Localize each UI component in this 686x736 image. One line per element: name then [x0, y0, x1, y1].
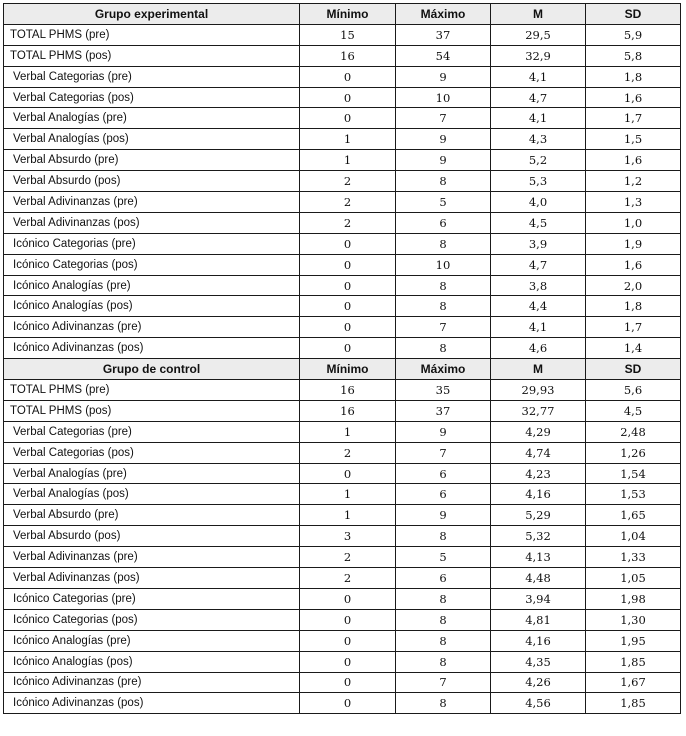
cell-sd: 2,0 — [586, 275, 681, 296]
cell-sd: 1,85 — [586, 651, 681, 672]
measure-label: Verbal Adivinanzas (pre) — [4, 547, 300, 568]
table-row — [4, 150, 681, 171]
table-row — [4, 609, 681, 630]
cell-mean: 32,9 — [491, 45, 586, 66]
cell-min: 1 — [300, 150, 396, 171]
cell-min: 1 — [300, 505, 396, 526]
cell-min: 2 — [300, 171, 396, 192]
descriptive-statistics-table — [3, 3, 681, 714]
cell-mean: 29,5 — [491, 24, 586, 45]
cell-mean: 4,1 — [491, 317, 586, 338]
column-header-min: Mínimo — [300, 4, 396, 25]
cell-max: 6 — [396, 463, 491, 484]
cell-sd: 1,05 — [586, 568, 681, 589]
table-row — [4, 400, 681, 421]
cell-max: 7 — [396, 442, 491, 463]
cell-min: 2 — [300, 212, 396, 233]
group-title: Grupo experimental — [4, 4, 300, 25]
cell-sd: 5,6 — [586, 380, 681, 401]
table-row — [4, 233, 681, 254]
cell-max: 7 — [396, 108, 491, 129]
measure-label: Icónico Analogías (pre) — [4, 275, 300, 296]
cell-sd: 1,7 — [586, 108, 681, 129]
cell-sd: 1,6 — [586, 150, 681, 171]
cell-max: 8 — [396, 275, 491, 296]
cell-min: 0 — [300, 672, 396, 693]
measure-label: Verbal Analogías (pos) — [4, 484, 300, 505]
measure-label: TOTAL PHMS (pos) — [4, 45, 300, 66]
cell-min: 1 — [300, 421, 396, 442]
column-header-min: Mínimo — [300, 359, 396, 380]
cell-max: 8 — [396, 651, 491, 672]
group-header-row-1 — [4, 359, 681, 380]
table-row — [4, 108, 681, 129]
cell-mean: 4,56 — [491, 693, 586, 714]
column-header-max: Máximo — [396, 359, 491, 380]
table-row — [4, 484, 681, 505]
cell-min: 0 — [300, 317, 396, 338]
cell-min: 0 — [300, 338, 396, 359]
cell-mean: 4,23 — [491, 463, 586, 484]
cell-max: 35 — [396, 380, 491, 401]
cell-sd: 1,95 — [586, 630, 681, 651]
cell-mean: 32,77 — [491, 400, 586, 421]
table-row — [4, 296, 681, 317]
cell-min: 0 — [300, 254, 396, 275]
cell-sd: 1,04 — [586, 526, 681, 547]
measure-label: Verbal Categorias (pos) — [4, 87, 300, 108]
cell-max: 9 — [396, 421, 491, 442]
measure-label: Verbal Categorias (pre) — [4, 421, 300, 442]
measure-label: Verbal Absurdo (pre) — [4, 505, 300, 526]
cell-min: 0 — [300, 87, 396, 108]
table-row — [4, 192, 681, 213]
cell-mean: 3,8 — [491, 275, 586, 296]
table-row — [4, 45, 681, 66]
cell-max: 8 — [396, 609, 491, 630]
cell-sd: 5,9 — [586, 24, 681, 45]
measure-label: Verbal Analogías (pre) — [4, 463, 300, 484]
table-row — [4, 380, 681, 401]
cell-min: 0 — [300, 588, 396, 609]
table-row — [4, 588, 681, 609]
cell-max: 8 — [396, 630, 491, 651]
cell-sd: 1,26 — [586, 442, 681, 463]
cell-mean: 4,16 — [491, 630, 586, 651]
cell-mean: 4,1 — [491, 108, 586, 129]
table-row — [4, 421, 681, 442]
measure-label: Verbal Categorias (pre) — [4, 66, 300, 87]
cell-sd: 1,85 — [586, 693, 681, 714]
table-row — [4, 171, 681, 192]
cell-sd: 1,67 — [586, 672, 681, 693]
cell-mean: 3,94 — [491, 588, 586, 609]
measure-label: Verbal Analogías (pos) — [4, 129, 300, 150]
table-row — [4, 66, 681, 87]
cell-min: 1 — [300, 484, 396, 505]
cell-min: 0 — [300, 66, 396, 87]
column-header-sd: SD — [586, 4, 681, 25]
measure-label: Icónico Adivinanzas (pos) — [4, 338, 300, 359]
cell-max: 54 — [396, 45, 491, 66]
measure-label: Icónico Adivinanzas (pos) — [4, 693, 300, 714]
cell-sd: 1,6 — [586, 87, 681, 108]
cell-max: 6 — [396, 484, 491, 505]
measure-label: Icónico Analogías (pos) — [4, 296, 300, 317]
measure-label: Verbal Analogías (pre) — [4, 108, 300, 129]
column-header-mean: M — [491, 359, 586, 380]
table-row — [4, 317, 681, 338]
cell-mean: 5,29 — [491, 505, 586, 526]
table-row — [4, 338, 681, 359]
measure-label: Icónico Analogías (pre) — [4, 630, 300, 651]
measure-label: Verbal Absurdo (pos) — [4, 171, 300, 192]
cell-min: 0 — [300, 108, 396, 129]
cell-mean: 5,2 — [491, 150, 586, 171]
table-row — [4, 526, 681, 547]
cell-max: 7 — [396, 317, 491, 338]
table-row — [4, 212, 681, 233]
cell-min: 0 — [300, 463, 396, 484]
cell-sd: 1,0 — [586, 212, 681, 233]
measure-label: Verbal Adivinanzas (pre) — [4, 192, 300, 213]
cell-mean: 4,29 — [491, 421, 586, 442]
measure-label: Icónico Adivinanzas (pre) — [4, 672, 300, 693]
column-header-mean: M — [491, 4, 586, 25]
measure-label: Verbal Absurdo (pre) — [4, 150, 300, 171]
cell-sd: 1,30 — [586, 609, 681, 630]
measure-label: Verbal Categorias (pos) — [4, 442, 300, 463]
cell-min: 0 — [300, 296, 396, 317]
cell-max: 6 — [396, 212, 491, 233]
cell-sd: 5,8 — [586, 45, 681, 66]
cell-sd: 1,98 — [586, 588, 681, 609]
cell-max: 5 — [396, 192, 491, 213]
cell-mean: 4,3 — [491, 129, 586, 150]
cell-max: 8 — [396, 171, 491, 192]
measure-label: Icónico Adivinanzas (pre) — [4, 317, 300, 338]
table-row — [4, 630, 681, 651]
cell-max: 8 — [396, 233, 491, 254]
cell-mean: 4,6 — [491, 338, 586, 359]
cell-max: 10 — [396, 254, 491, 275]
cell-sd: 1,5 — [586, 129, 681, 150]
cell-max: 8 — [396, 526, 491, 547]
cell-sd: 4,5 — [586, 400, 681, 421]
cell-mean: 4,48 — [491, 568, 586, 589]
cell-min: 16 — [300, 45, 396, 66]
cell-mean: 3,9 — [491, 233, 586, 254]
table-row — [4, 254, 681, 275]
table-row — [4, 442, 681, 463]
table-row — [4, 129, 681, 150]
cell-mean: 4,81 — [491, 609, 586, 630]
table-row — [4, 24, 681, 45]
measure-label: TOTAL PHMS (pre) — [4, 380, 300, 401]
cell-sd: 1,65 — [586, 505, 681, 526]
cell-min: 0 — [300, 609, 396, 630]
cell-sd: 1,9 — [586, 233, 681, 254]
group-title: Grupo de control — [4, 359, 300, 380]
cell-mean: 4,7 — [491, 87, 586, 108]
cell-max: 9 — [396, 129, 491, 150]
cell-min: 16 — [300, 400, 396, 421]
cell-mean: 4,0 — [491, 192, 586, 213]
cell-mean: 4,13 — [491, 547, 586, 568]
table-body — [4, 4, 681, 714]
cell-mean: 5,32 — [491, 526, 586, 547]
measure-label: Icónico Analogías (pos) — [4, 651, 300, 672]
cell-mean: 4,35 — [491, 651, 586, 672]
measure-label: Verbal Absurdo (pos) — [4, 526, 300, 547]
measure-label: Verbal Adivinanzas (pos) — [4, 212, 300, 233]
measure-label: Verbal Adivinanzas (pos) — [4, 568, 300, 589]
cell-sd: 1,8 — [586, 66, 681, 87]
cell-max: 37 — [396, 24, 491, 45]
cell-mean: 4,5 — [491, 212, 586, 233]
cell-max: 7 — [396, 672, 491, 693]
cell-sd: 1,8 — [586, 296, 681, 317]
cell-max: 9 — [396, 505, 491, 526]
cell-min: 2 — [300, 568, 396, 589]
cell-min: 0 — [300, 630, 396, 651]
table-row — [4, 672, 681, 693]
table-row — [4, 568, 681, 589]
cell-mean: 4,74 — [491, 442, 586, 463]
cell-min: 2 — [300, 192, 396, 213]
cell-min: 2 — [300, 547, 396, 568]
cell-mean: 4,7 — [491, 254, 586, 275]
cell-min: 3 — [300, 526, 396, 547]
cell-sd: 1,4 — [586, 338, 681, 359]
cell-max: 10 — [396, 87, 491, 108]
cell-sd: 1,53 — [586, 484, 681, 505]
cell-mean: 4,16 — [491, 484, 586, 505]
cell-min: 2 — [300, 442, 396, 463]
cell-max: 8 — [396, 338, 491, 359]
cell-max: 8 — [396, 588, 491, 609]
table-row — [4, 651, 681, 672]
cell-min: 1 — [300, 129, 396, 150]
column-header-sd: SD — [586, 359, 681, 380]
table-row — [4, 505, 681, 526]
cell-max: 8 — [396, 296, 491, 317]
table-row — [4, 463, 681, 484]
cell-min: 0 — [300, 275, 396, 296]
table-row — [4, 87, 681, 108]
cell-sd: 1,2 — [586, 171, 681, 192]
cell-max: 37 — [396, 400, 491, 421]
cell-mean: 4,4 — [491, 296, 586, 317]
measure-label: TOTAL PHMS (pre) — [4, 24, 300, 45]
cell-sd: 2,48 — [586, 421, 681, 442]
cell-sd: 1,7 — [586, 317, 681, 338]
measure-label: Icónico Categorias (pos) — [4, 609, 300, 630]
cell-max: 9 — [396, 66, 491, 87]
cell-min: 16 — [300, 380, 396, 401]
cell-mean: 29,93 — [491, 380, 586, 401]
cell-min: 0 — [300, 693, 396, 714]
table-row — [4, 693, 681, 714]
cell-max: 9 — [396, 150, 491, 171]
measure-label: TOTAL PHMS (pos) — [4, 400, 300, 421]
cell-max: 5 — [396, 547, 491, 568]
cell-min: 15 — [300, 24, 396, 45]
cell-max: 8 — [396, 693, 491, 714]
measure-label: Icónico Categorias (pre) — [4, 233, 300, 254]
cell-min: 0 — [300, 233, 396, 254]
measure-label: Icónico Categorias (pre) — [4, 588, 300, 609]
cell-sd: 1,3 — [586, 192, 681, 213]
measure-label: Icónico Categorias (pos) — [4, 254, 300, 275]
table-row — [4, 547, 681, 568]
cell-sd: 1,33 — [586, 547, 681, 568]
cell-sd: 1,54 — [586, 463, 681, 484]
cell-mean: 4,26 — [491, 672, 586, 693]
group-header-row-0 — [4, 4, 681, 25]
column-header-max: Máximo — [396, 4, 491, 25]
cell-mean: 4,1 — [491, 66, 586, 87]
cell-min: 0 — [300, 651, 396, 672]
cell-sd: 1,6 — [586, 254, 681, 275]
cell-mean: 5,3 — [491, 171, 586, 192]
cell-max: 6 — [396, 568, 491, 589]
table-row — [4, 275, 681, 296]
